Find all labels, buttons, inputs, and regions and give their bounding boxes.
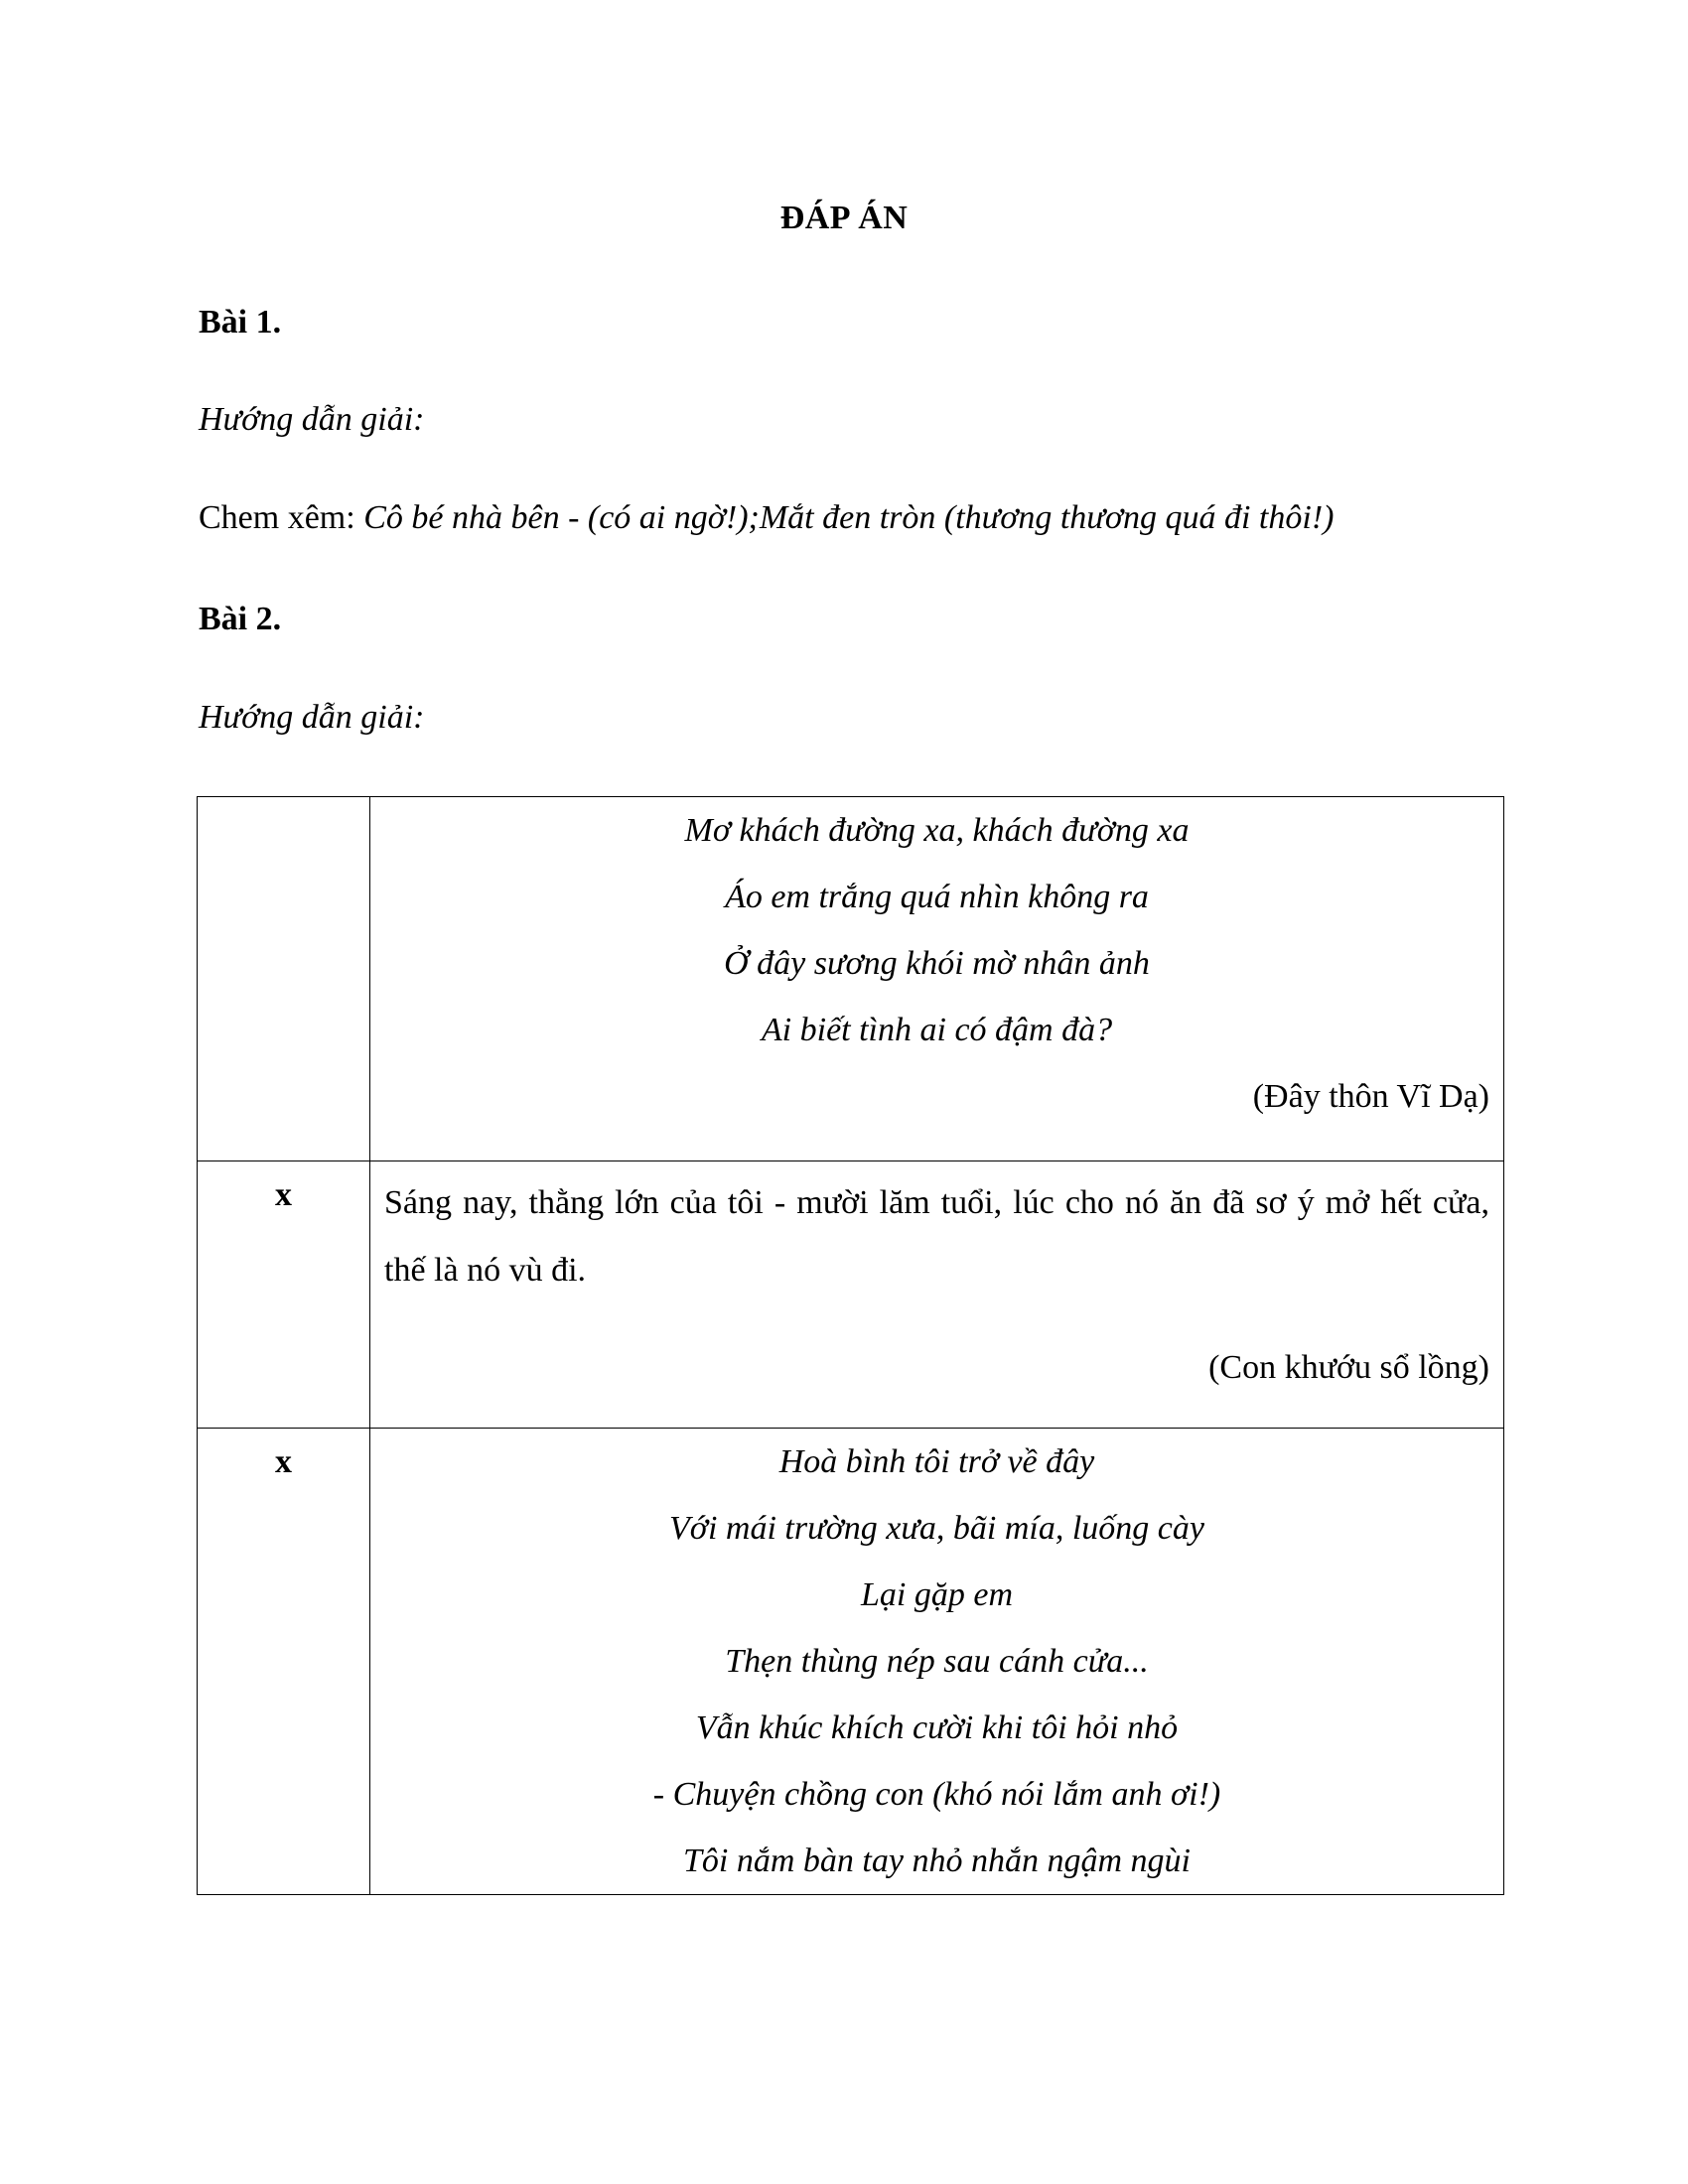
- table-row: [198, 1429, 1504, 1895]
- verse-line: Tôi nắm bàn tay nhỏ nhắn ngậm ngùi: [683, 1843, 1191, 1879]
- verse-line: Ai biết tình ai có đậm đà?: [761, 1012, 1113, 1048]
- prose-excerpt: Sáng nay, thằng lớn của tôi - mười lăm tuổi, lúc cho nó ăn đã sơ ý mở hết cửa, thế là nó vù đi.: [384, 1184, 1489, 1289]
- verse-line: - Chuyện chồng con (khó nói lắm anh ơi!): [652, 1776, 1221, 1813]
- verse-line: Ở đây sương khói mờ nhân ảnh: [724, 945, 1150, 982]
- exercise-1-answer: [199, 498, 1334, 538]
- page-title: ĐÁP ÁN: [779, 200, 909, 236]
- answer-prefix: Chem xêm:: [199, 499, 364, 536]
- table-row: [198, 797, 1504, 1161]
- verse-line: Với mái trường xưa, bãi mía, luống cày: [669, 1510, 1204, 1547]
- mark-text: x: [275, 1176, 292, 1213]
- mark-cell: [198, 1161, 370, 1429]
- mark-text: x: [275, 1443, 292, 1480]
- verse-line: Áo em trắng quá nhìn không ra: [725, 879, 1149, 915]
- verse-line: Lại gặp em: [861, 1576, 1013, 1613]
- mark-cell: [198, 797, 370, 1161]
- verse-block: [370, 1429, 1503, 1894]
- answer-table: [197, 796, 1504, 1895]
- exercise-1-heading: Bài 1.: [199, 304, 282, 341]
- verse-line: Hoà bình tôi trở về đây: [778, 1443, 1095, 1480]
- excerpt-cell: [370, 1161, 1504, 1429]
- exercise-2-heading: Bài 2.: [199, 601, 282, 637]
- mark-text: [198, 797, 369, 811]
- verse-line: Mơ khách đường xa, khách đường xa: [684, 812, 1190, 849]
- excerpt-source: (Con khướu sổ lồng): [1208, 1349, 1489, 1386]
- verse-block: [370, 797, 1503, 1063]
- excerpt-cell: [370, 797, 1504, 1161]
- excerpt-source: (Đây thôn Vĩ Dạ): [1252, 1078, 1489, 1115]
- exercise-2-guide-label: Hướng dẫn giải:: [199, 699, 425, 736]
- verse-line: Thẹn thùng nép sau cánh cửa...: [725, 1643, 1149, 1680]
- verse-line: Vẫn khúc khích cười khi tôi hỏi nhỏ: [695, 1709, 1179, 1746]
- table-row: [198, 1161, 1504, 1429]
- excerpt-cell: [370, 1429, 1504, 1895]
- exercise-1-guide-label: Hướng dẫn giải:: [199, 401, 425, 438]
- answer-text: Cô bé nhà bên - (có ai ngờ!);Mắt đen tròn (thương thương quá đi thôi!): [363, 499, 1335, 536]
- mark-cell: [198, 1429, 370, 1895]
